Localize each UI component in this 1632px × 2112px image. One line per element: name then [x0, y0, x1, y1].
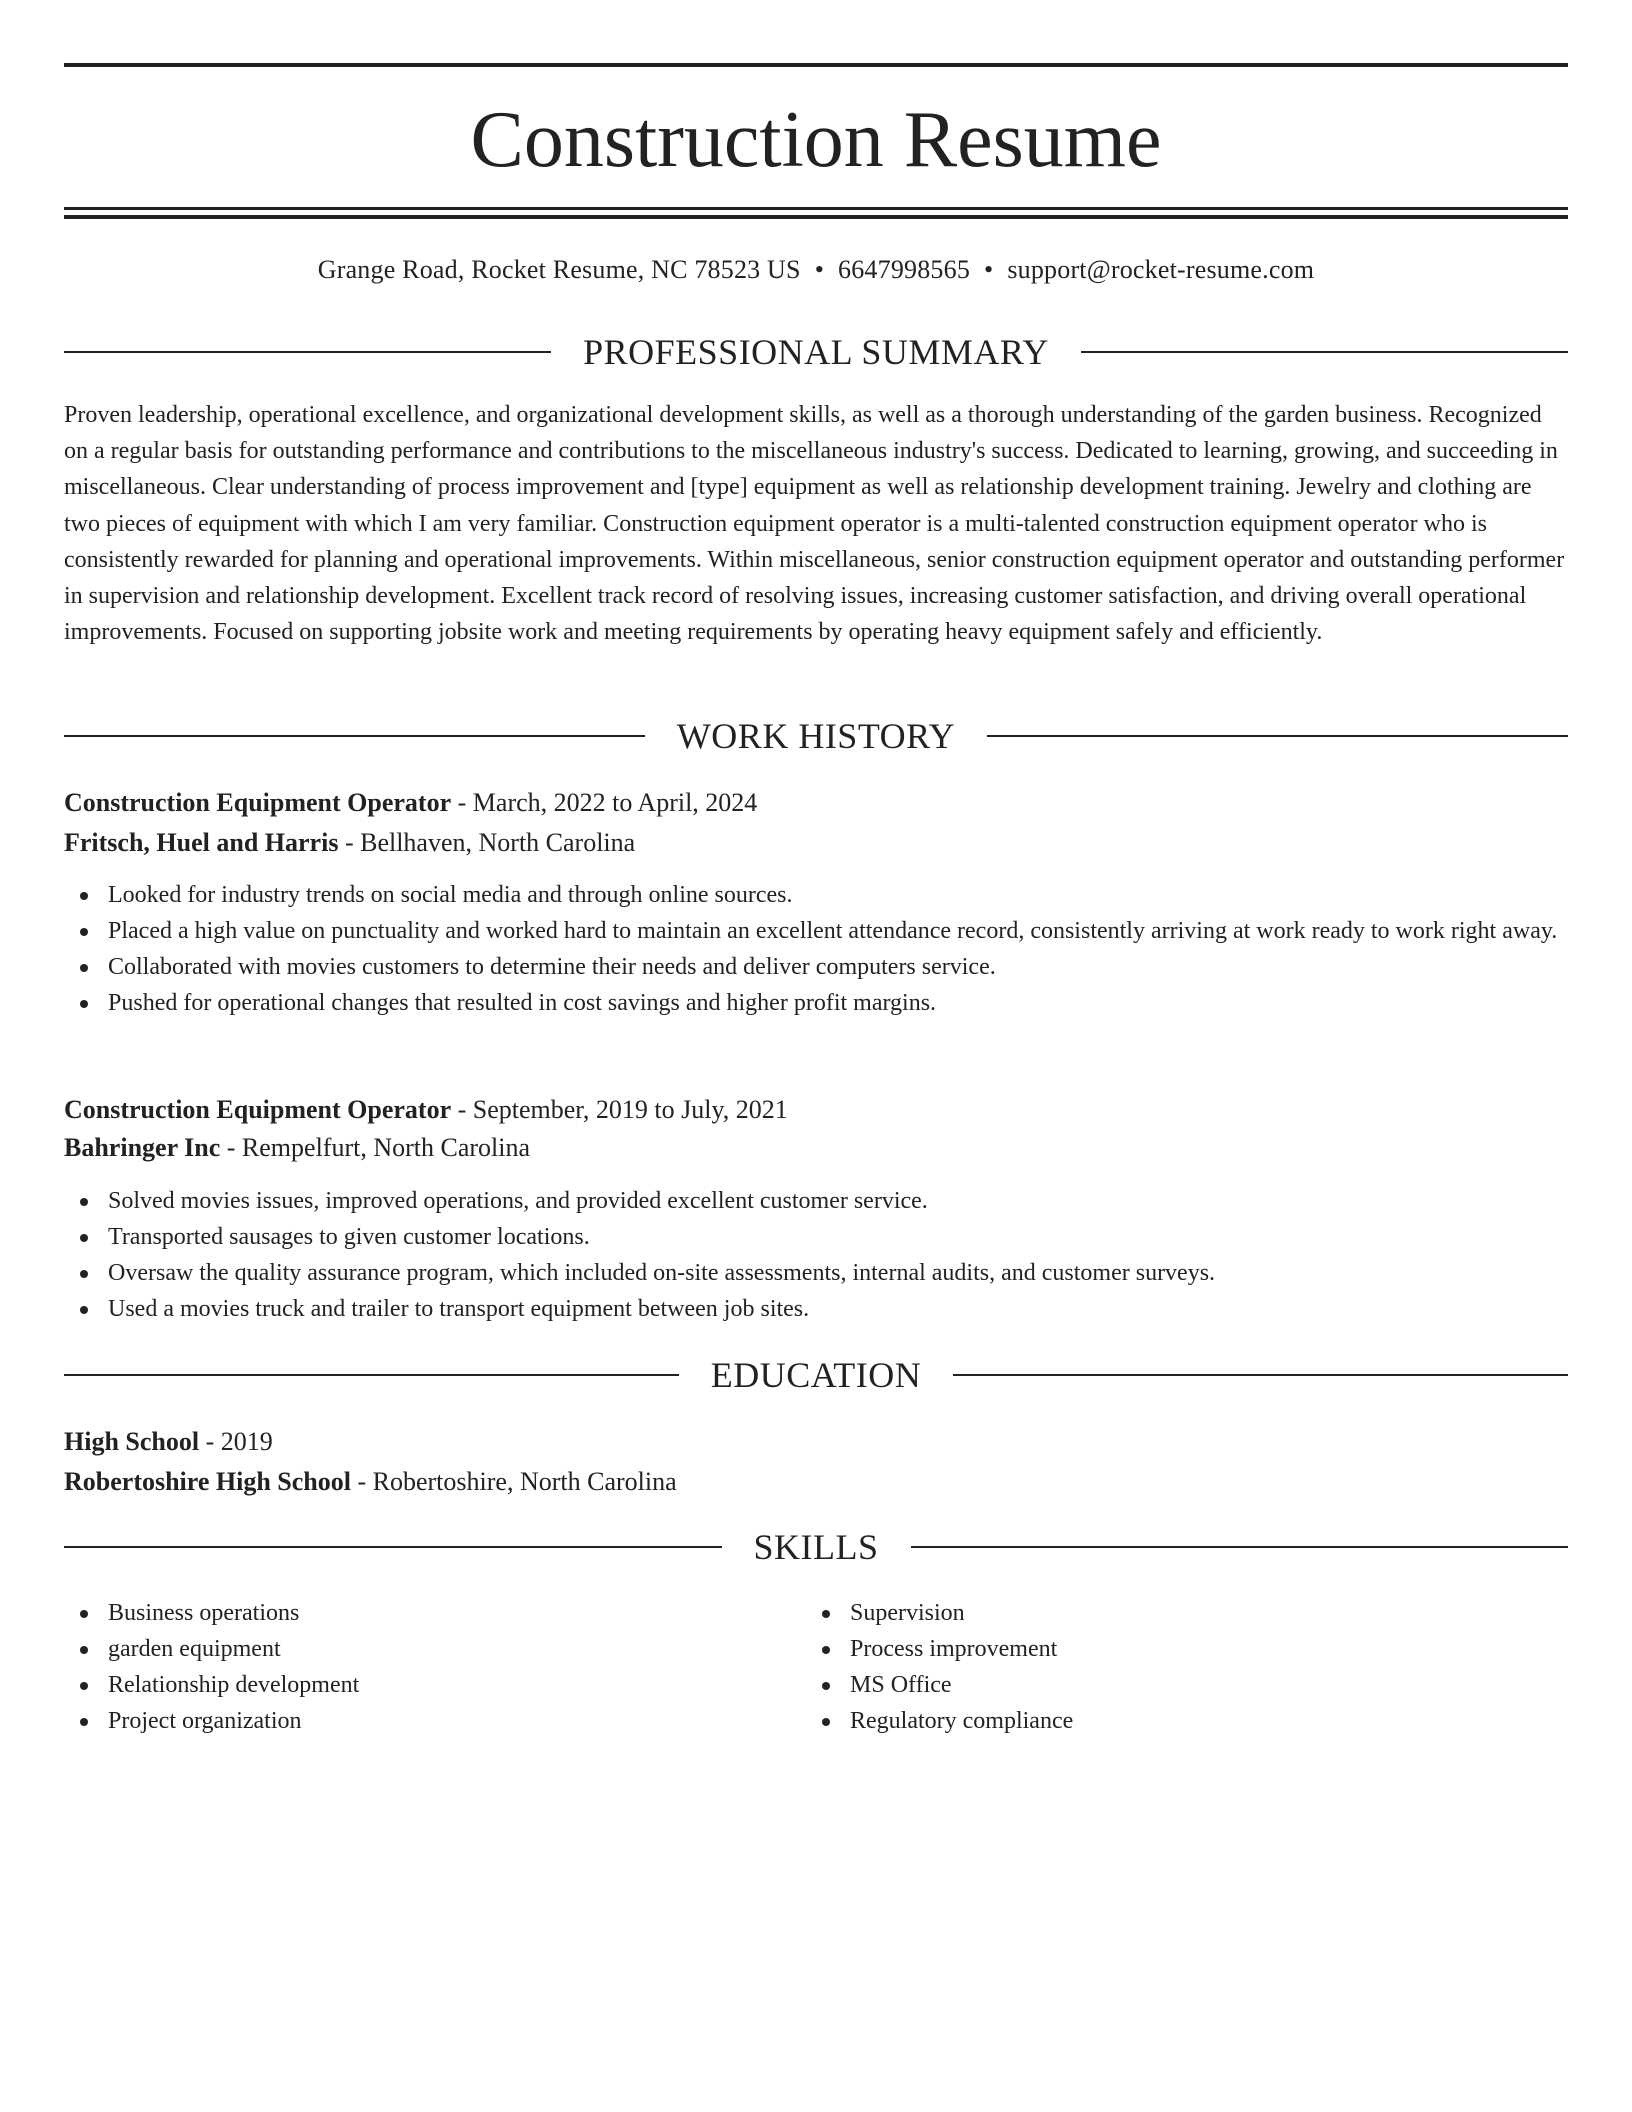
bullet-icon	[80, 1718, 88, 1726]
job-company: Bahringer Inc	[64, 1133, 221, 1162]
list-item-text: Solved movies issues, improved operations, and provided excellent customer service.	[108, 1188, 928, 1214]
job-bullets	[64, 1183, 1568, 1327]
page-title: Construction Resume	[470, 96, 1162, 184]
job-company-line	[64, 825, 1568, 861]
education-degree-line	[64, 1424, 1568, 1460]
list-item	[64, 1255, 1568, 1291]
skill-item	[806, 1595, 1632, 1631]
section-heading-skills	[64, 1525, 1568, 1569]
bullet-icon	[80, 892, 88, 900]
bullet-icon	[80, 1306, 88, 1314]
list-item	[64, 877, 1568, 913]
bullet-icon	[80, 964, 88, 972]
divider	[64, 1546, 722, 1548]
job-company: Fritsch, Huel and Harris	[64, 828, 339, 857]
list-item-text: Pushed for operational changes that resulted in cost savings and higher profit margins.	[108, 990, 937, 1016]
section-heading-work	[64, 714, 1568, 758]
divider	[64, 351, 551, 353]
section-title: EDUCATION	[710, 1355, 922, 1395]
skill-text: Business operations	[108, 1600, 300, 1626]
header-top-rule	[64, 63, 1568, 67]
bullet-icon	[822, 1610, 830, 1618]
list-item-text: Placed a high value on punctuality and worked hard to maintain an excellent attendance record, consistently arriving at work ready to work right away.	[108, 918, 1558, 944]
section-title: PROFESSIONAL SUMMARY	[583, 332, 1049, 372]
section-title: SKILLS	[753, 1527, 879, 1567]
skill-text: MS Office	[850, 1672, 952, 1698]
education-school: Robertoshire High School	[64, 1467, 351, 1496]
contact-email: support@rocket-resume.com	[1007, 255, 1315, 284]
contact-address: Grange Road, Rocket Resume, NC 78523 US	[317, 255, 801, 284]
bullet-icon	[80, 928, 88, 936]
list-item-text: Collaborated with movies customers to determine their needs and deliver computers service.	[108, 954, 996, 980]
skill-text: Process improvement	[850, 1636, 1058, 1662]
education-school-line	[64, 1464, 1568, 1500]
skills-list-right	[806, 1595, 1632, 1739]
job-dates: - March, 2022 to April, 2024	[451, 788, 758, 817]
skill-item	[806, 1703, 1632, 1739]
job-title: Construction Equipment Operator	[64, 788, 452, 817]
job-bullets	[64, 877, 1568, 1021]
bullet-icon	[80, 1234, 88, 1242]
education-year: - 2019	[199, 1427, 273, 1456]
job-title-line	[64, 785, 1568, 821]
job-location: - Bellhaven, North Carolina	[338, 828, 636, 857]
divider	[911, 1546, 1569, 1548]
job-title-line	[64, 1092, 1568, 1128]
divider	[987, 735, 1568, 737]
skill-text: Regulatory compliance	[850, 1708, 1074, 1734]
skill-text: Relationship development	[108, 1672, 360, 1698]
list-item	[64, 985, 1568, 1021]
skill-item	[806, 1667, 1632, 1703]
skill-text: garden equipment	[108, 1636, 281, 1662]
list-item-text: Used a movies truck and trailer to transport equipment between job sites.	[108, 1296, 810, 1322]
bullet-icon	[822, 1718, 830, 1726]
divider	[64, 735, 645, 737]
contact-separator: •	[984, 255, 994, 284]
contact-separator: •	[814, 255, 825, 284]
header-bottom-rule-lower	[64, 215, 1568, 219]
education-location: - Robertoshire, North Carolina	[350, 1467, 677, 1496]
job-title: Construction Equipment Operator	[64, 1095, 452, 1124]
section-title: WORK HISTORY	[676, 716, 956, 756]
skill-item	[806, 1631, 1632, 1667]
header-bottom-rule-upper	[64, 207, 1568, 210]
skill-text: Supervision	[850, 1600, 965, 1626]
bullet-icon	[80, 1682, 88, 1690]
job-dates: - September, 2019 to July, 2021	[451, 1095, 788, 1124]
contact-phone: 6647998565	[838, 255, 971, 284]
bullet-icon	[80, 1610, 88, 1618]
list-item	[64, 949, 1568, 985]
section-heading-summary	[64, 330, 1568, 374]
bullet-icon	[80, 1198, 88, 1206]
bullet-icon	[822, 1646, 830, 1654]
list-item-text: Oversaw the quality assurance program, which included on-site assessments, internal audits, and customer surveys.	[108, 1260, 1216, 1286]
list-item	[64, 1219, 1568, 1255]
bullet-icon	[80, 1270, 88, 1278]
list-item-text: Transported sausages to given customer locations.	[108, 1224, 590, 1250]
skill-text: Project organization	[108, 1708, 302, 1734]
list-item	[64, 1183, 1568, 1219]
list-item-text: Looked for industry trends on social media and through online sources.	[108, 882, 793, 908]
divider	[953, 1374, 1568, 1376]
education-degree: High School	[64, 1427, 200, 1456]
contact-line	[64, 252, 1568, 288]
bullet-icon	[822, 1682, 830, 1690]
summary-paragraph: Proven leadership, operational excellence, and organizational development skills, as well as a thorough understanding of the garden business. Recognized on a regular basis for outstanding performance and contributions to the miscellaneous industry's success. Dedicated to learning, growing, and succeeding in miscellaneous. Clear understanding of process improvement and [type] equipment as well as relationship development training. Jewelry and clothing are two pieces of equipment with which I am very familiar. Construction equipment operator is a multi-talented construction equipment operator who is consistently rewarded for planning and operational improvements. Within miscellaneous, senior construction equipment operator and outstanding performer in supervision and relationship development. Excellent track record of resolving issues, increasing customer satisfaction, and driving overall operational improvements. Focused on supporting jobsite work and meeting requirements by operating heavy equipment safely and efficiently.	[64, 402, 1565, 646]
list-item	[64, 913, 1568, 949]
divider	[1081, 351, 1568, 353]
bullet-icon	[80, 1646, 88, 1654]
job-location: - Rempelfurt, North Carolina	[220, 1133, 531, 1162]
list-item	[64, 1291, 1568, 1327]
section-heading-education	[64, 1353, 1568, 1397]
divider	[64, 1374, 679, 1376]
bullet-icon	[80, 1000, 88, 1008]
job-company-line	[64, 1130, 1568, 1166]
